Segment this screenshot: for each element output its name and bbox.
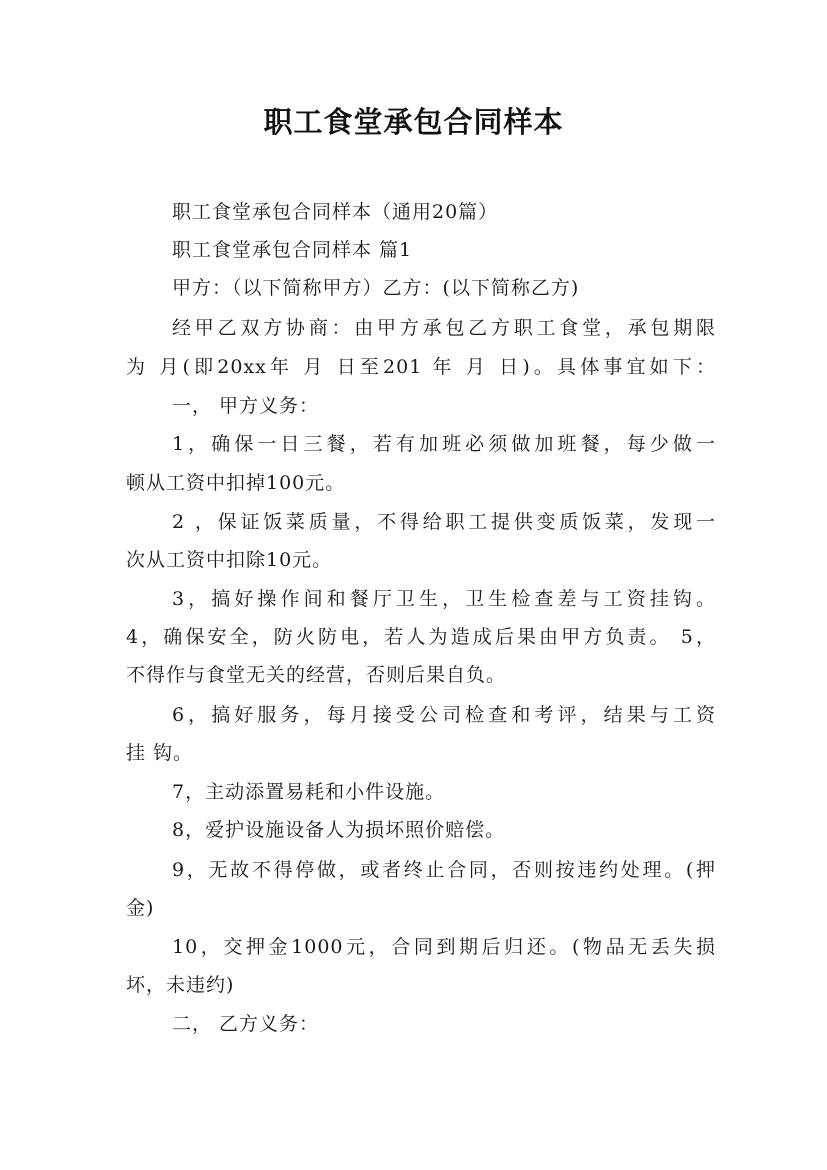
paragraph-line: 10，交押金1000元，合同到期后归还。(物品无丢失损 xyxy=(172,936,716,958)
paragraph-line: 1，确保一日三餐，若有加班必须做加班餐，每少做一 xyxy=(172,433,716,455)
paragraph-line: 经甲乙双方协商：由甲方承包乙方职工食堂，承包期限 xyxy=(172,317,716,339)
paragraph-line: 坏，未违约) xyxy=(126,974,235,996)
paragraph-line: 2 ，保证饭菜质量，不得给职工提供变质饭菜，发现一 xyxy=(172,511,716,533)
paragraph-line: 不得作与食堂无关的经营，否则后果自负。 xyxy=(126,664,507,686)
section-heading: 一， 甲方义务： xyxy=(172,395,320,417)
paragraph-line: 6，搞好服务，每月接受公司检查和考评，结果与工资 xyxy=(172,704,716,726)
paragraph-line: 4，确保安全，防火防电，若人为造成后果由甲方负责。 5， xyxy=(126,626,716,648)
paragraph-line: 挂 钩。 xyxy=(126,742,194,764)
paragraph-line: 7，主动添置易耗和小件设施。 xyxy=(172,781,446,803)
paragraph-line: 职工食堂承包合同样本（通用20篇） xyxy=(172,201,499,223)
paragraph-line: 9，无故不得停做，或者终止合同，否则按违约处理。(押 xyxy=(172,859,716,881)
paragraph-line: 金) xyxy=(126,897,155,919)
section-heading: 二， 乙方义务： xyxy=(172,1013,320,1035)
paragraph-line: 顿从工资中扣掉100元。 xyxy=(126,472,346,494)
paragraph-line: 3，搞好操作间和餐厅卫生，卫生检查差与工资挂钩。 xyxy=(172,588,716,610)
paragraph-line: 职工食堂承包合同样本 篇1 xyxy=(172,239,413,261)
paragraph-line: 为 月(即20xx年 月 日至201 年 月 日)。具体事宜如下： xyxy=(126,356,716,378)
document-title: 职工食堂承包合同样本 xyxy=(263,105,564,139)
paragraph-line: 甲方：（以下简称甲方）乙方：(以下简称乙方) xyxy=(172,277,580,299)
paragraph-line: 8，爱护设施设备人为损坏照价赔偿。 xyxy=(172,819,506,841)
paragraph-line: 次从工资中扣除10元。 xyxy=(126,549,333,571)
